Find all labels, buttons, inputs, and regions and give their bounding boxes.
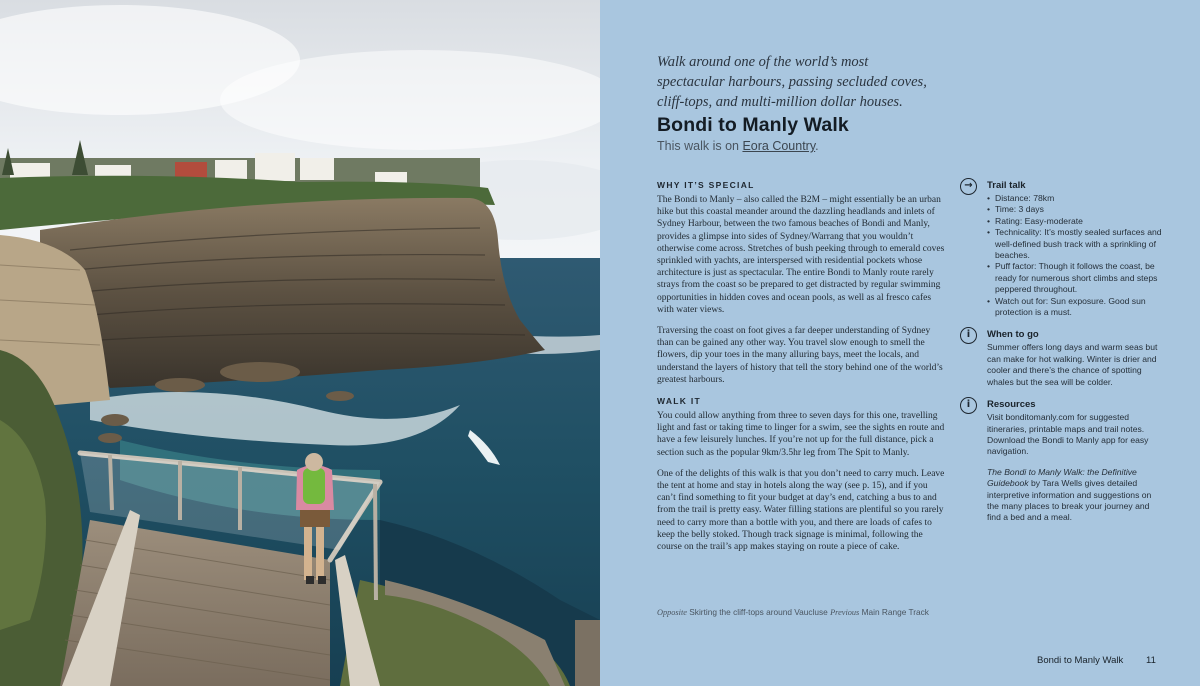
paragraph: You could allow anything from three to seven days for this one, travelling light and fast or taking time to linger for a swim, see the sights en route and have a few leisurely lunches. If you’re not up for the full distance, pick a section such as the popular 9km/3.5hr leg from The Spit to Manly.	[657, 411, 945, 458]
eora-country-link[interactable]: Eora Country	[742, 139, 816, 153]
guidebook-text	[987, 467, 1165, 524]
arrow-right-circle-icon: →	[960, 178, 977, 195]
when-to-go-block	[960, 327, 1165, 388]
caption-text-opposite: Skirting the cliff-tops around Vaucluse	[686, 607, 831, 617]
resources-block	[960, 397, 1165, 524]
list-item: • Watch out for: Sun exposure. Good sun protection is a must.	[987, 296, 1165, 319]
list-item: • Technicality: It’s mostly sealed surfaces and well-defined bush track with a sprinkling of beaches.	[987, 227, 1165, 261]
list-item: • Puff factor: Though it follows the coast, be ready for numerous short climbs and steps peppered throughout.	[987, 261, 1165, 295]
caption-text-previous: Main Range Track	[859, 607, 929, 617]
country-suffix: .	[815, 139, 819, 153]
country-prefix: This walk is on	[657, 139, 743, 153]
paragraph: One of the delights of this walk is that you don’t need to carry much. Leave the tent at home and stay in hotels along the way (see p. 15), and if you can’t find something to fit your budget at day’s end, catching a bus to and from the trail is pretty easy. Water filling stations are plentiful so you rarely need to carry more than a bottle with you, and there are loads of cafes to keep the belly stoked. Though track signage is minimal, following the course on the trail’s app makes staying on route a piece of cake.	[657, 468, 945, 553]
section-heading: WHY IT’S SPECIAL	[657, 180, 755, 190]
trail-talk-title: Trail talk	[987, 180, 1026, 191]
section-why-special	[657, 180, 945, 386]
photo-caption	[657, 607, 929, 617]
page-number: 11	[1146, 655, 1156, 666]
page-title: Bondi to Manly Walk	[657, 114, 849, 136]
info-circle-icon: i	[960, 397, 977, 414]
sidebar	[960, 178, 1165, 533]
paragraph: Traversing the coast on foot gives a far deeper understanding of Sydney than can be gained any other way. You travel slow enough to smell the flowers, dip your toes in the many alluring bays, meet the locals, and understand the layers of history that tell the story behind one of the world’s greatest harbours.	[657, 326, 943, 385]
section-walk-it	[657, 396, 945, 553]
text-page	[600, 0, 1200, 686]
info-circle-icon: i	[960, 327, 977, 344]
caption-label-previous: Previous	[830, 608, 860, 617]
trail-talk-block	[960, 178, 1165, 318]
resources-title: Resources	[987, 399, 1036, 411]
caption-label-opposite: Opposite	[657, 608, 687, 617]
paragraph: The Bondi to Manly – also called the B2M – might essentially be an urban hike but this coastal meander around the dazzling headlands and inlets of Sydney Harbour, between the two famous beaches of Bondi and Manly, provides a glimpse into sides of Sydney/Warrang that you wouldn’t otherwise come across. Stretches of bush peeking through to emerald coves sprinkled with yachts, are interspersed with residential pockets whose architecture is just as spectacular. The entire Bondi to Manly route rarely strays from the coast so be prepared to get distracted by regular swimming opportunities in hidden coves and ocean pools, as well as al fresco cafes with water views.	[657, 195, 945, 315]
intro-text: Walk around one of the world’s most spectacular harbours, passing secluded coves, cliff-tops, and multi-million dollar houses.	[657, 54, 927, 110]
list-item: • Rating: Easy-moderate	[987, 216, 1165, 227]
trail-talk-list	[987, 193, 1165, 318]
list-item: • Distance: 78km	[987, 193, 1165, 204]
country-line	[657, 139, 819, 153]
guidebook-title: The Bondi to Manly Walk: the Definitive Guidebook	[987, 466, 1137, 489]
running-footer: Bondi to Manly Walk	[1037, 655, 1124, 666]
when-to-go-text: Summer offers long days and warm seas but can make for hot walking. Winter is drier and cooler and there’s the chance of spotting whales but the sea will be colder.	[987, 342, 1158, 387]
section-heading: WALK IT	[657, 396, 702, 407]
guidebook-description: by Tara Wells gives detailed interpretive information and suggestions on the many places to break your journey and find a bed and a meal.	[987, 478, 1152, 523]
main-column	[657, 180, 945, 562]
when-to-go-title: When to go	[987, 329, 1039, 341]
list-item: • Time: 3 days	[987, 204, 1165, 215]
resources-text: Visit bonditomanly.com for suggested itineraries, printable maps and trail notes. Download the Bondi to Manly app for easy navigation.	[987, 412, 1149, 457]
